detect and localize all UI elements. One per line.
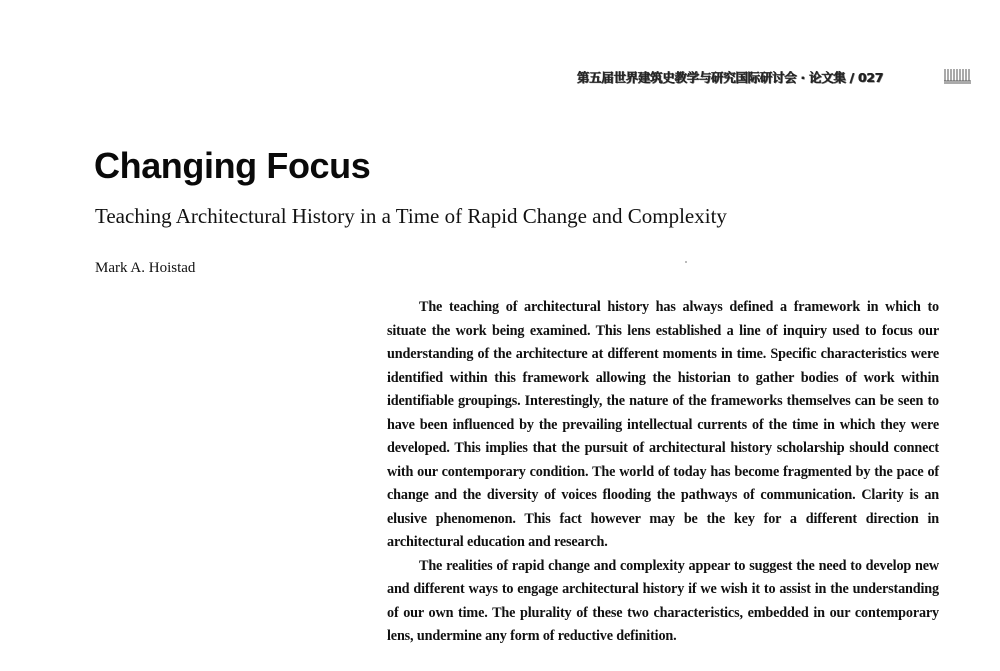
paragraph: The teaching of architectural history has always defined a framework in which to situate the work being examined. This lens established a line of inquiry used to focus our understanding of the architecture at different moments in time. Specific characteristics were identified within this framework allowing the historian to gather bodies of work within identifiable groupings. Interestingly, the nature of the frameworks themselves can be seen to have been influenced by the prevailing intellectual currents of the time in which they were developed. This implies that the pursuit of architectural history scholarship should connect with our contemporary condition. The world of today has become fragmented by the pace of change and the diversity of voices flooding the pathways of communication. Clarity is an elusive phenomenon. This fact however may be the key for a different direction in architectural education and research. [387,299,939,550]
running-header-text: 第五届世界建筑史教学与研究国际研讨会 · 论文集 / 027 [577,70,884,85]
body-text [387,296,939,649]
running-header [575,66,975,88]
author-name: Mark A. Hoistad [95,260,196,276]
paragraph: The realities of rapid change and complexity appear to suggest the need to develop new and different ways to engage architectural history if we wish it to assist in the understanding of our own time. The plurality of these two characteristics, embedded in our contemporary lens, undermine any form of reductive definition. [387,557,939,644]
paper-title: Changing Focus [94,145,371,186]
paper-subtitle: Teaching Architectural History in a Time of Rapid Change and Complexity [95,204,727,228]
scan-speck [685,261,687,263]
barcode-mark-icon [943,67,973,85]
